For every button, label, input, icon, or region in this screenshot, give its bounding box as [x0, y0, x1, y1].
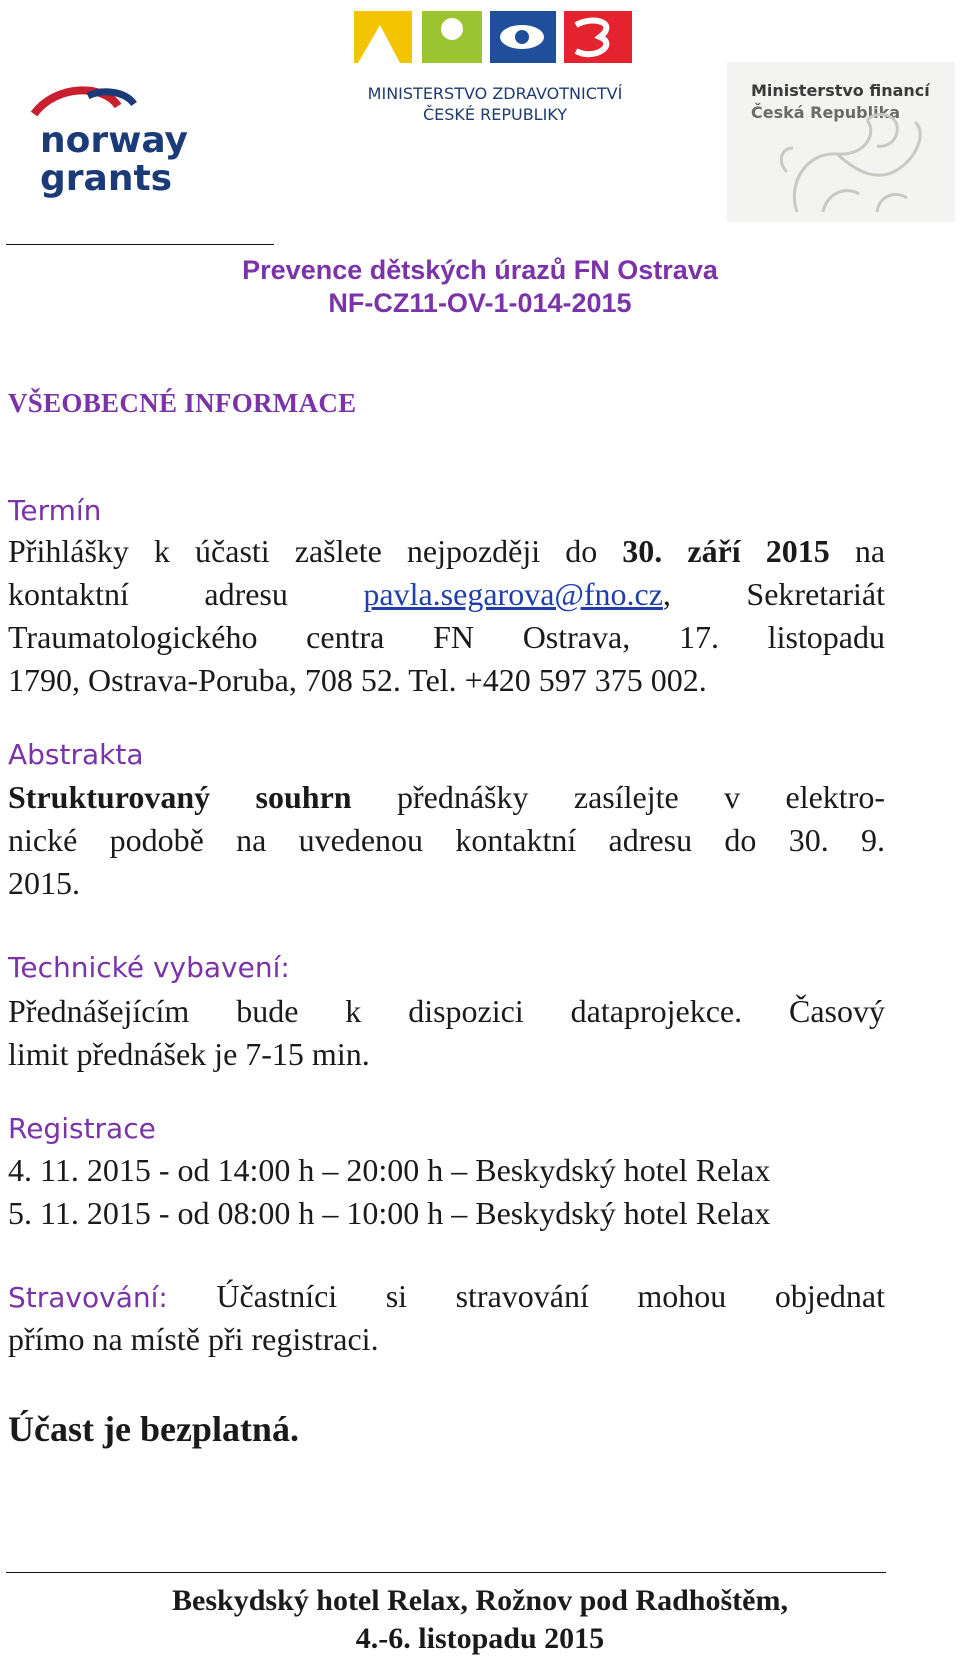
stravovani-line-1 — [8, 1275, 885, 1319]
termin-line-2 — [8, 573, 885, 616]
termin-line-1 — [8, 530, 885, 573]
abstrakta-bold: Strukturovaný souhrn — [8, 779, 352, 815]
technicke-line-1: Přednášejícím bude k dispozici dataprojekce. Časový — [8, 993, 885, 1029]
stravovani-heading: Stravování: — [8, 1281, 168, 1314]
registrace-line-1: 4. 11. 2015 - od 14:00 h – 20:00 h – Beskydský hotel Relax — [8, 1152, 771, 1188]
registrace-heading: Registrace — [8, 1112, 156, 1145]
abstrakta-line-1-rest: přednášky zasílejte v elektro- — [351, 779, 886, 815]
project-code: NF-CZ11-OV-1-014-2015 — [328, 288, 632, 318]
czech-lion-icon — [727, 62, 955, 222]
norway-logo-line1: norway — [40, 120, 189, 161]
norway-grants-logo — [26, 82, 226, 202]
deadline-date: 30. září 2015 — [622, 533, 830, 569]
ministry-health-logo — [350, 5, 640, 135]
norway-grants-mark — [26, 82, 226, 202]
final-note: Účast je bezplatná. — [8, 1409, 299, 1449]
stravovani-line-1-rest: Účastníci si stravování mohou objednat — [167, 1278, 885, 1314]
section-title: VŠEOBECNÉ INFORMACE — [8, 388, 357, 418]
abstrakta-line-3: 2015. — [8, 865, 80, 901]
termin-line-2-end: , Sekretariát — [662, 576, 886, 612]
termin-line-1-text: Přihlášky k účasti zašlete nejpozději do — [8, 533, 623, 569]
termin-line-1-end: na — [829, 533, 886, 569]
technicke-line-2: limit přednášek je 7-15 min. — [8, 1036, 370, 1072]
termin-line-3: Traumatologického centra FN Ostrava, 17. listopadu — [8, 619, 885, 655]
registrace-line-2: 5. 11. 2015 - od 08:00 h – 10:00 h – Beskydský hotel Relax — [8, 1195, 771, 1231]
header-divider — [6, 244, 274, 245]
norway-logo-line2: grants — [40, 158, 173, 199]
technicke-heading: Technické vybavení: — [8, 951, 290, 984]
abstrakta-line-1 — [8, 776, 885, 819]
ministry-finance-logo — [727, 62, 955, 222]
abstrakta-heading: Abstrakta — [8, 738, 144, 771]
ministry-finance-line2: Česká Republika — [751, 103, 900, 122]
footer-line-1: Beskydský hotel Relax, Rožnov pod Radhoštěm, — [172, 1584, 788, 1617]
termin-heading: Termín — [8, 494, 102, 527]
termin-line-2-text: kontaktní adresu — [8, 576, 364, 612]
ministry-finance-line1: Ministerstvo financí — [751, 81, 930, 100]
contact-email-link[interactable]: pavla.segarova@fno.cz — [363, 576, 663, 612]
termin-line-4: 1790, Ostrava-Poruba, 708 52. Tel. +420 597 375 002. — [8, 662, 707, 698]
ministry-health-emblem — [350, 5, 640, 75]
footer-divider — [6, 1572, 886, 1573]
project-title: Prevence dětských úrazů FN Ostrava — [242, 255, 718, 285]
ministry-health-line2: ČESKÉ REPUBLIKY — [422, 105, 567, 124]
stravovani-line-2: přímo na místě při registraci. — [8, 1321, 379, 1357]
abstrakta-line-2: nické podobě na uvedenou kontaktní adresu do 30. 9. — [8, 822, 885, 858]
footer-line-2: 4.-6. listopadu 2015 — [355, 1622, 605, 1655]
ministry-health-line1: MINISTERSTVO ZDRAVOTNICTVÍ — [367, 84, 623, 103]
